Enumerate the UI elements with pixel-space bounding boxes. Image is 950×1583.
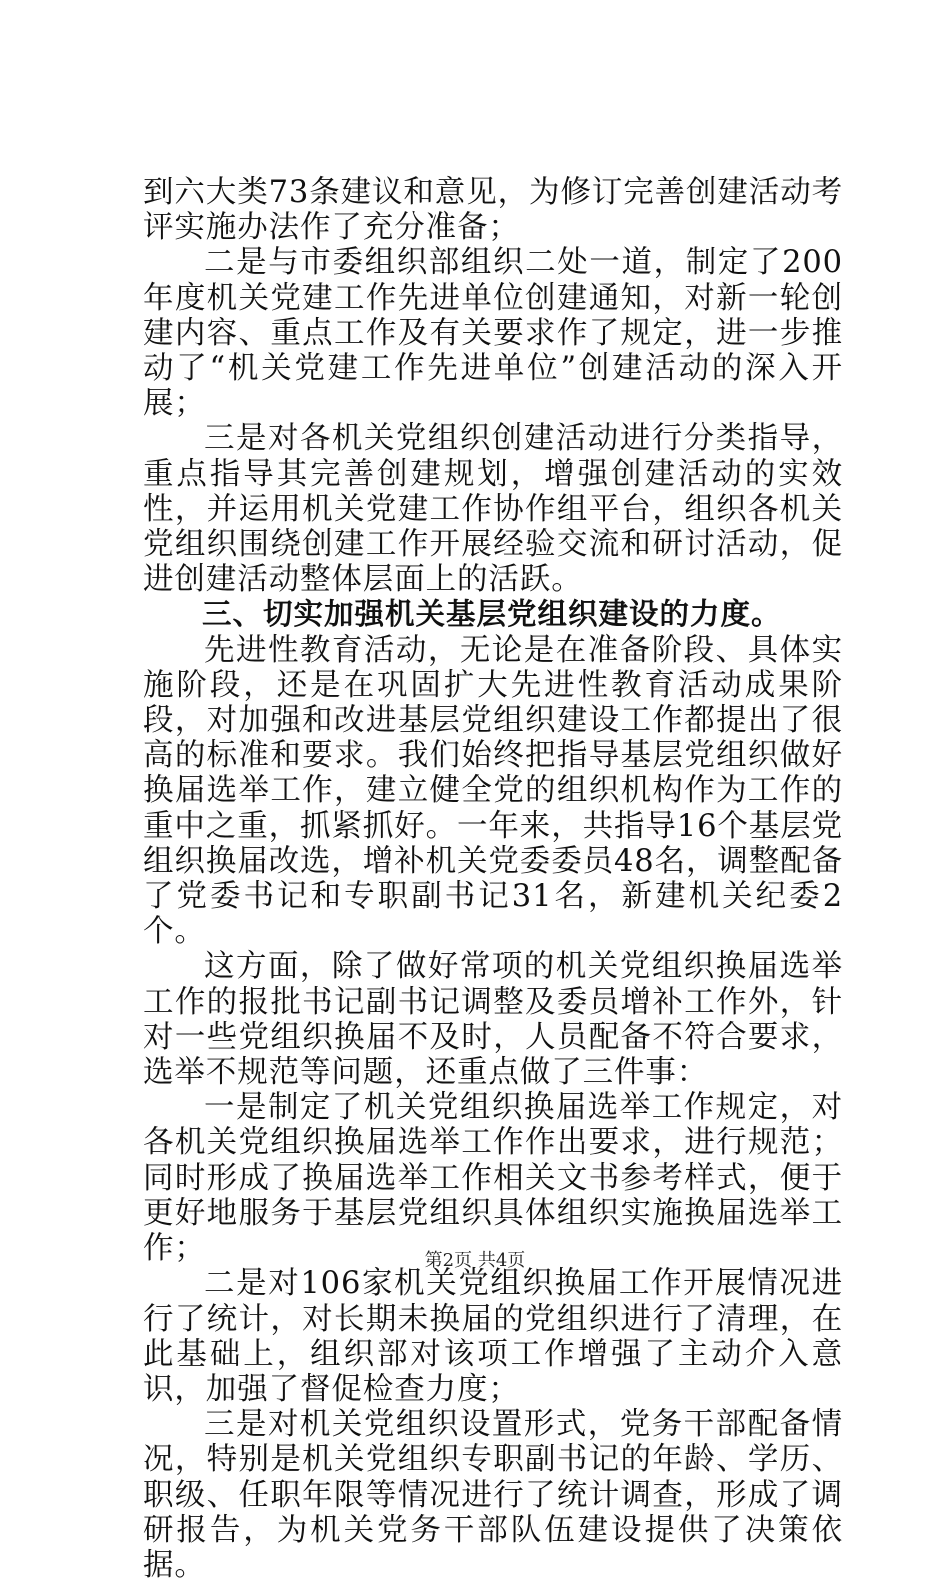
paragraph: 到六大类73条建议和意见，为修订完善创建活动考评实施办法作了充分准备；	[143, 175, 844, 246]
section-heading: 三、切实加强机关基层党组织建设的力度。	[202, 597, 782, 632]
paragraph: 先进性教育活动，无论是在准备阶段、具体实施阶段，还是在巩固扩大先进性教育活动成果阶段，对加强和改进基层党组织建设工作都提出了很高的标准和要求。我们始终把指导基层党组织做好换届选举工作，建立健全党的组织机构作为工作的重中之重，抓紧抓好。一年来，共指导16个基层党组织换届改选，增补机关党委委员48名，调整配备了党委书记和专职副书记31名，新建机关纪委2个。	[143, 632, 844, 950]
paragraph: 二是对106家机关党组织换届工作开展情况进行了统计，对长期未换届的党组织进行了清理，在此基础上，组织部对该项工作增强了主动介入意识，加强了督促检查力度；	[143, 1266, 843, 1407]
paragraph: 这方面，除了做好常项的机关党组织换届选举工作的报批书记副书记调整及委员增补工作外，针对一些党组织换届不及时，人员配备不符合要求，选举不规范等问题，还重点做了三件事：	[143, 949, 843, 1091]
paragraph: 二是与市委组织部组织二处一道，制定了200年度机关党建工作先进单位创建通知，对新一轮创建内容、重点工作及有关要求作了规定，进一步推动了“机关党建工作先进单位”创建活动的深入开展；	[143, 245, 843, 422]
paragraph: 一是制定了机关党组织换届选举工作规定，对各机关党组织换届选举工作作出要求，进行规范；同时形成了换届选举工作相关文书参考样式，便于更好地服务于基层党组织具体组织实施换届选举工作；	[143, 1090, 843, 1267]
page-footer: 第2页 共4页	[424, 1250, 526, 1271]
paragraph: 三是对各机关党组织创建活动进行分类指导，重点指导其完善创建规划，增强创建活动的实效性，并运用机关党建工作协作组平台，组织各机关党组织围绕创建工作开展经验交流和研讨活动，促进创建活动整体层面上的活跃。	[143, 421, 843, 598]
document-body	[143, 175, 843, 1583]
paragraph: 三是对机关党组织设置形式，党务干部配备情况，特别是机关党组织专职副书记的年龄、学历、职级、任职年限等情况进行了统计调查，形成了调研报告，为机关党务干部队伍建设提供了决策依据。	[143, 1407, 843, 1583]
